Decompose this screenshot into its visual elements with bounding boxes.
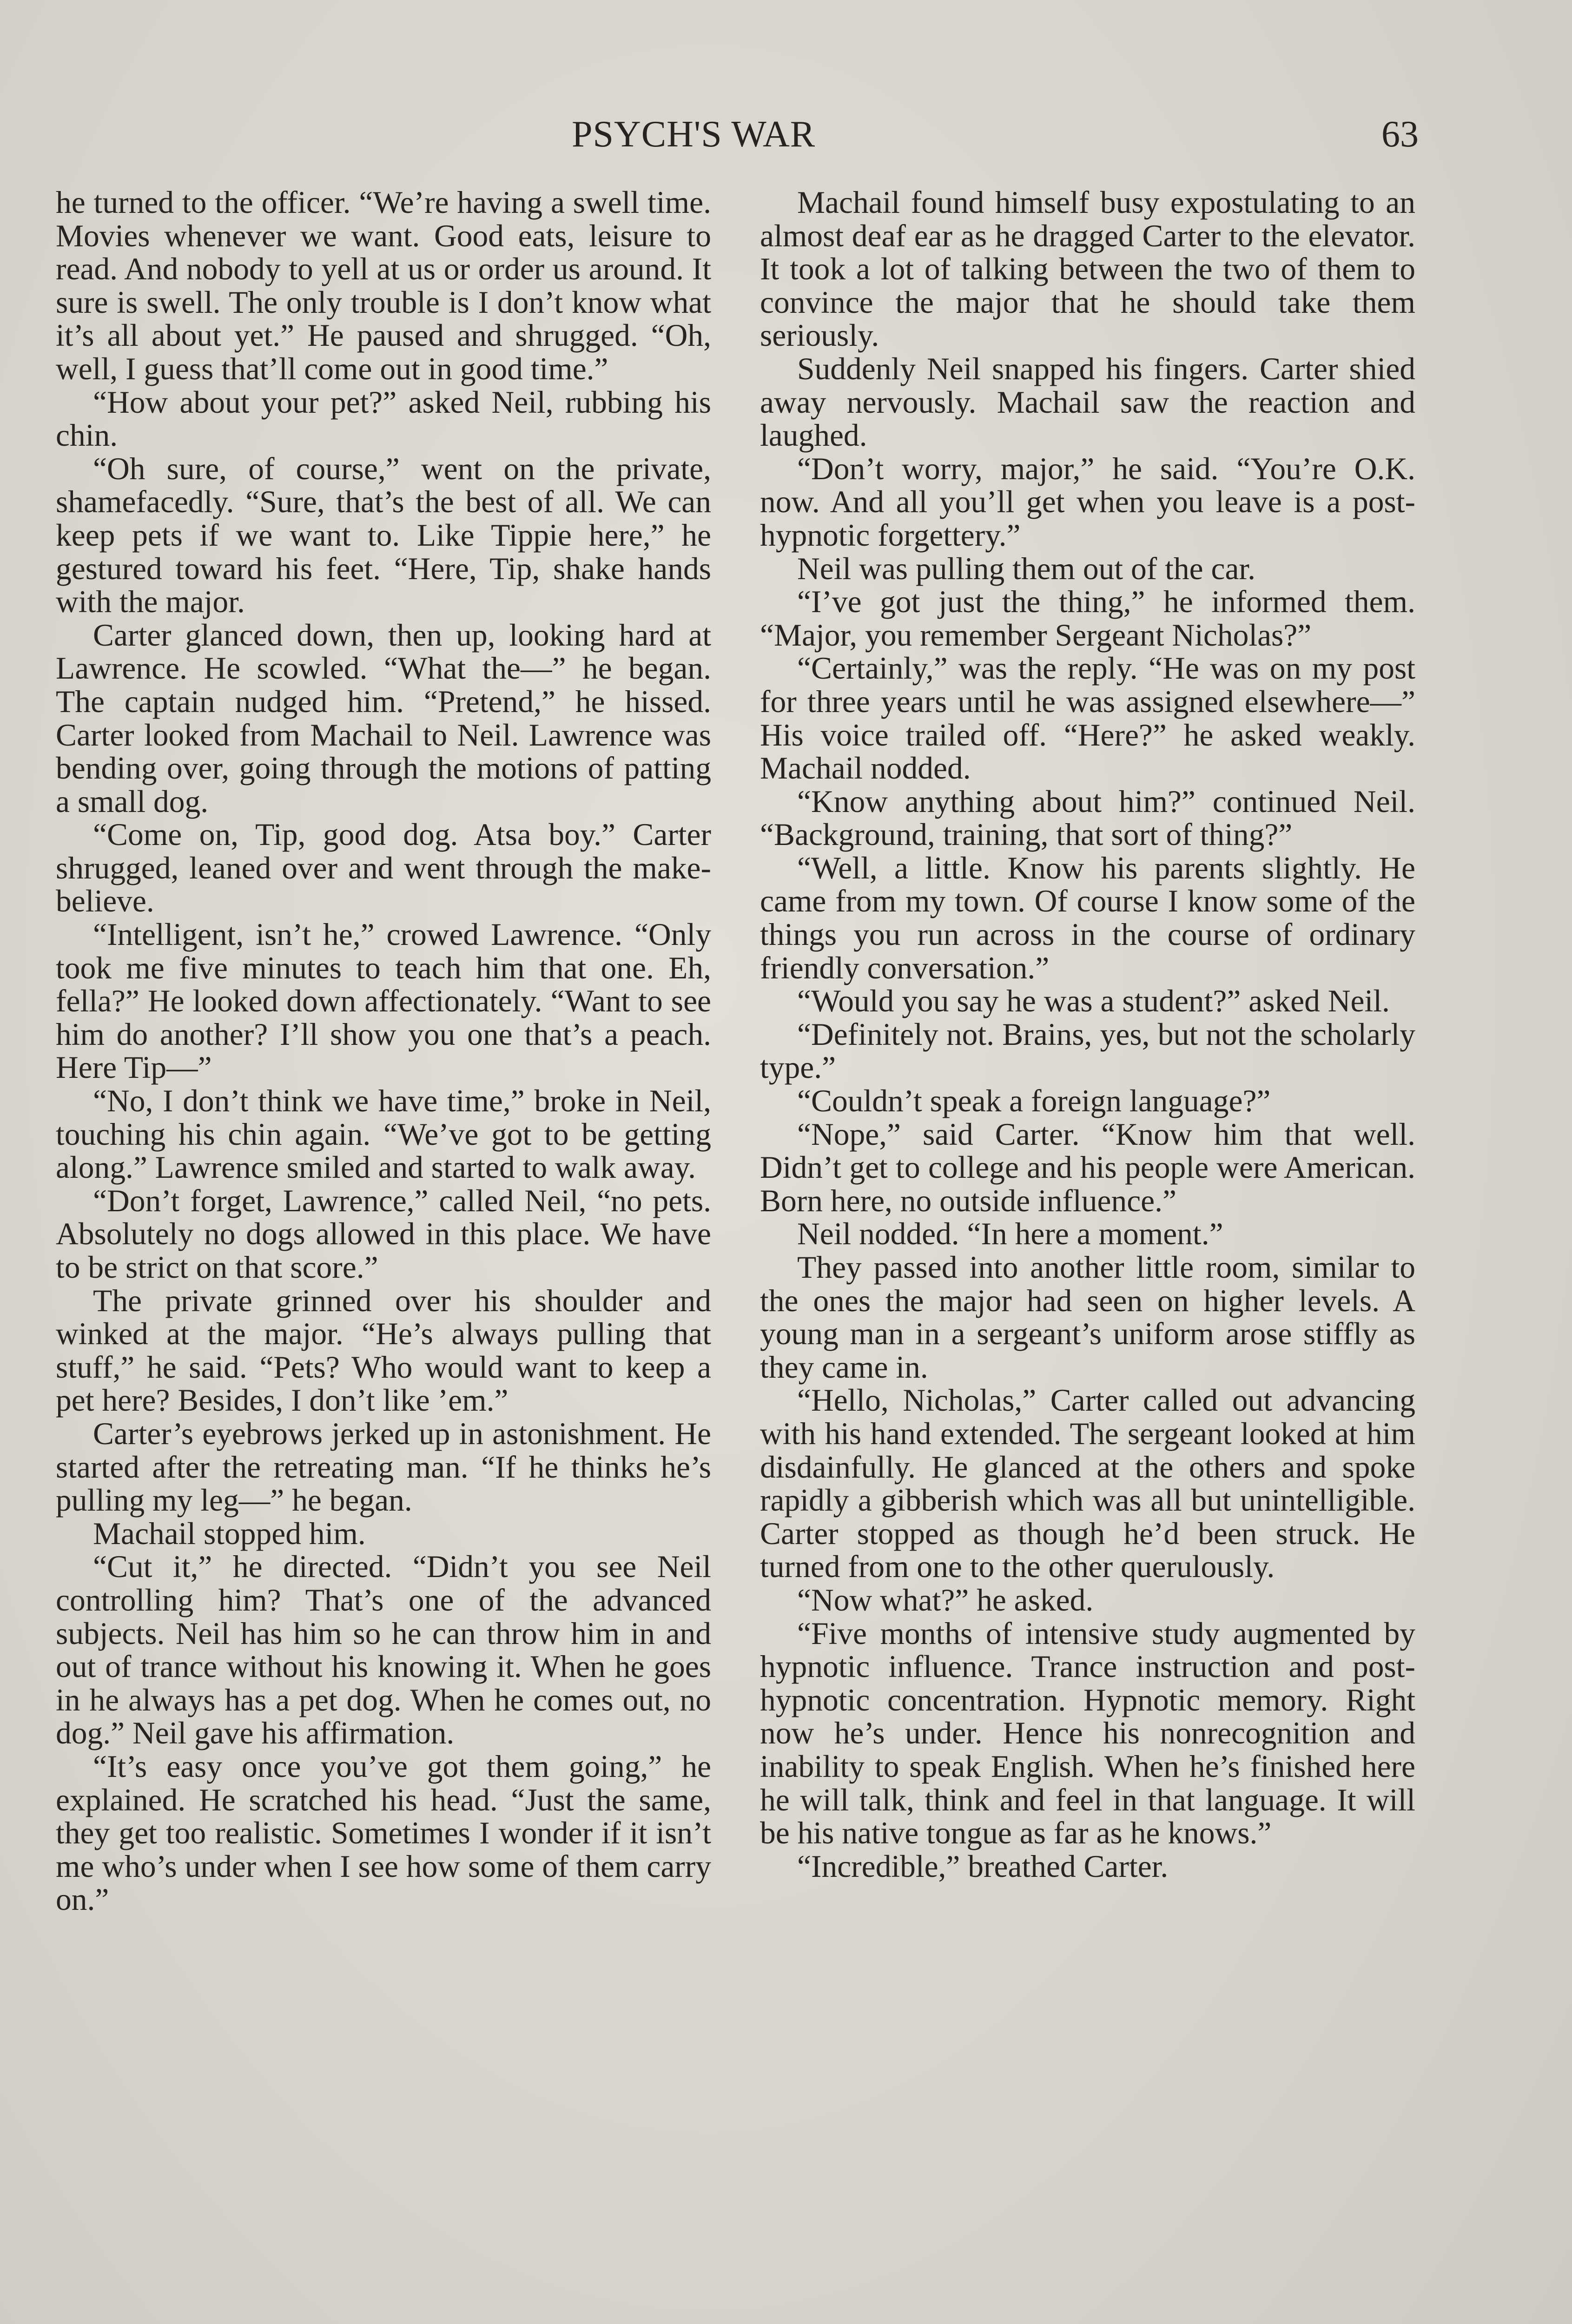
paragraph: “I’ve got just the thing,” he informed them. “Major, you remember Sergeant Nicholas?” (760, 584, 1415, 653)
paragraph: “How about your pet?” asked Neil, rubbing his chin. (56, 384, 711, 453)
left-text-column (56, 186, 711, 1916)
paragraph: “Come on, Tip, good dog. Atsa boy.” Carter shrugged, leaned over and went through the make-believe. (56, 817, 711, 919)
paragraph: The private grinned over his shoulder and winked at the major. “He’s always pulling that stuff,” he said. “Pets? Who would want to keep a pet here? Besides, I don’t like ’em.” (56, 1283, 711, 1418)
paragraph: “Intelligent, isn’t he,” crowed Lawrence. “Only took me five minutes to teach him that one. Eh, fella?” He looked down affectionately. “Want to see him do another? I’ll show you one that’s a peach. Here Tip—” (56, 917, 711, 1085)
paragraph: Carter glanced down, then up, looking hard at Lawrence. He scowled. “What the—” he began. The captain nudged him. “Pretend,” he hissed. Carter looked from Machail to Neil. Lawrence was bending over, going through the motions of patting a small dog. (56, 617, 711, 819)
paragraph: “Couldn’t speak a foreign language?” (797, 1083, 1271, 1119)
paragraph: “Incredible,” breathed Carter. (797, 1849, 1169, 1884)
paragraph: Suddenly Neil snapped his fingers. Carter shied away nervously. Machail saw the reaction and laughed. (760, 351, 1415, 453)
paragraph: “It’s easy once you’ve got them going,” he explained. He scratched his head. “Just the same, they get too realistic. Sometimes I wonder if it isn’t me who’s under when I see how some of them carry on.” (56, 1749, 711, 1917)
paragraph: “No, I don’t think we have time,” broke in Neil, touching his chin again. “We’ve got to be getting along.” Lawrence smiled and started to walk away. (56, 1083, 711, 1185)
paragraph: “Well, a little. Know his parents slightly. He came from my town. Of course I know some of the things you run across in the course of ordinary friendly conversation.” (760, 850, 1415, 985)
paragraph: “Hello, Nicholas,” Carter called out advancing with his hand extended. The sergeant looked at him disdainfully. He glanced at the others and spoke rapidly a gibberish which was all but unintelligible. Carter stopped as though he’d been struck. He turned from one to the other querulously. (760, 1383, 1415, 1585)
paragraph: Machail found himself busy expostulating to an almost deaf ear as he dragged Carter to the elevator. It took a lot of talking between the two of them to convince the major that he should take them seriously. (760, 185, 1415, 353)
paragraph: he turned to the officer. “We’re having a swell time. Movies whenever we want. Good eats, leisure to read. And nobody to yell at us or order us around. It sure is swell. The only trouble is I don’t know what it’s all about yet.” He paused and shrugged. “Oh, well, I guess that’ll come out in good time.” (56, 185, 711, 386)
paragraph: Neil nodded. “In here a moment.” (797, 1216, 1223, 1252)
paragraph: “Nope,” said Carter. “Know him that well. Didn’t get to college and his people were American. Born here, no outside influence.” (760, 1116, 1415, 1218)
paragraph: Carter’s eyebrows jerked up in astonishment. He started after the retreating man. “If he thinks he’s pulling my leg—” he began. (56, 1416, 711, 1518)
paragraph: “Five months of intensive study augmented by hypnotic influence. Trance instruction and post-hypnotic concentration. Hypnotic memory. Right now he’s under. Hence his nonrecognition and inability to speak English. When he’s finished here he will talk, think and feel in that language. It will be his native tongue as far as he knows.” (760, 1616, 1415, 1851)
paragraph: “Oh sure, of course,” went on the private, shamefacedly. “Sure, that’s the best of all. We can keep pets if we want to. Like Tippie here,” he gestured toward his feet. “Here, Tip, shake hands with the major. (56, 451, 711, 620)
paragraph: “Definitely not. Brains, yes, but not the scholarly type.” (760, 1017, 1415, 1085)
paragraph: Neil was pulling them out of the car. (797, 551, 1256, 586)
paragraph: Machail stopped him. (93, 1516, 366, 1551)
paragraph: “Now what?” he asked. (797, 1582, 1094, 1618)
right-text-column (760, 186, 1415, 1883)
paragraph: “Don’t worry, major,” he said. “You’re O.K. now. And all you’ll get when you leave is a post-hypnotic forgettery.” (760, 451, 1415, 553)
paragraph: “Know anything about him?” continued Neil. “Background, training, that sort of thing?” (760, 784, 1415, 852)
paragraph: “Certainly,” was the reply. “He was on my post for three years until he was assigned elsewhere—” His voice trailed off. “Here?” he asked weakly. Machail nodded. (760, 651, 1415, 786)
paragraph: “Don’t forget, Lawrence,” called Neil, “no pets. Absolutely no dogs allowed in this place. We have to be strict on that score.” (56, 1183, 711, 1285)
paragraph: “Cut it,” he directed. “Didn’t you see Neil controlling him? That’s one of the advanced subjects. Neil has him so he can throw him in and out of trance without his knowing it. When he goes in he always has a pet dog. When he comes out, no dog.” Neil gave his affirmation. (56, 1549, 711, 1751)
paragraph: They passed into another little room, similar to the ones the major had seen on higher levels. A young man in a sergeant’s uniform arose stiffly as they came in. (760, 1250, 1415, 1385)
page-number: 63 (1381, 114, 1419, 155)
running-header-title: PSYCH'S WAR (572, 114, 816, 155)
paragraph: “Would you say he was a student?” asked Neil. (797, 984, 1390, 1019)
